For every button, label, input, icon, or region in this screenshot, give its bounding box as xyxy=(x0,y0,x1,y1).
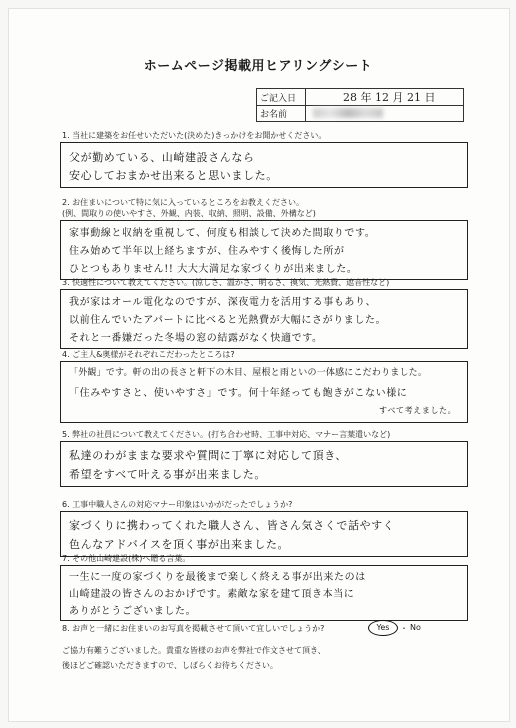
answer-line: ひとつもありません!! 大大大満足な家づくりが出来ました。 xyxy=(69,264,358,275)
answer-4-box xyxy=(60,361,468,423)
name-row xyxy=(257,105,463,121)
info-divider xyxy=(305,89,306,105)
sheet-title: ホームページ掲載用ヒアリングシート xyxy=(143,59,373,74)
answer-line: 私達のわがままな要求や質問に丁寧に対応して頂き、 xyxy=(69,449,347,462)
question-6-label: 6. 工事中職人さんの対応マナー印象はいかがだったでしょうか? xyxy=(62,500,293,509)
answer-5-box xyxy=(60,441,468,487)
answer-line: すべて考えました。 xyxy=(379,406,457,415)
answer-line: 父が勤めている、山崎建設さんなら xyxy=(69,151,255,164)
answer-line: 「住みやすさと、使いやすさ」です。何十年経っても飽きがこない様に xyxy=(69,388,408,399)
answer-line: 安心しておまかせ出来ると思いました。 xyxy=(69,169,278,182)
answer-line: 家事動線と収納を重視して、何度も相談して決めた間取りです。 xyxy=(69,228,376,239)
answer-line: 山崎建設の皆さんのおかげです。素敵な家を建て頂き本当に xyxy=(69,589,355,600)
yes-option[interactable]: Yes xyxy=(368,620,398,636)
answer-line: 色んなアドバイスを頂く事が出来ました。 xyxy=(69,538,290,551)
question-3-label: 3. 快適性について教えてください。(涼しさ、温かさ、明るさ、換気、光熱費、遮音性など) xyxy=(62,278,390,287)
answer-1-box xyxy=(60,142,468,188)
date-row xyxy=(257,89,463,106)
answer-line: 以前住んでいたアパートに比べると光熱費が大幅にさがりました。 xyxy=(69,315,387,326)
answer-line: 家づくりに携わってくれた職人さん、皆さん気さくで話やすく xyxy=(69,519,395,532)
answer-line: 希望をすべて叶える事が出来ました。 xyxy=(69,468,266,481)
question-7-label: 7. その他山崎建設(株)へ贈る言葉。 xyxy=(62,554,191,563)
info-box xyxy=(256,88,464,122)
footer-line: ご協力有難うございました。貴重な皆様のお声を弊社で作文させて頂き、 xyxy=(62,646,326,655)
footer-line: 後ほどご確認いただきますので、しばらくお待ちください。 xyxy=(62,661,278,670)
answer-7-box xyxy=(60,565,468,621)
answer-6-box xyxy=(60,511,468,557)
question-5-label: 5. 弊社の社員について教えてください。(打ち合わせ時、工事中対応、マナー言葉遣いなど) xyxy=(62,430,391,439)
no-option[interactable]: No xyxy=(410,623,421,632)
question-2-label: 2. お住まいについて特に気に入っているところをお教えください。 xyxy=(62,198,305,207)
question-8-label: 8. お声と一緒にお住まいのお写真を掲載させて頂いて宜しいでしょうか? xyxy=(62,624,325,633)
name-label: お名前 xyxy=(260,110,288,120)
option-separator: ・ xyxy=(400,624,408,633)
answer-line: 一生に一度の家づくりを最後まで楽しく終える事が出来たのは xyxy=(69,572,366,583)
answer-line: 「外観」です。軒の出の長さと軒下の木目、屋根と雨といの一体感にこだわりました。 xyxy=(69,368,428,378)
question-4-label: 4. ご主人&奥様がそれぞれこだわったところは? xyxy=(62,350,235,359)
redacted-name xyxy=(313,108,383,118)
answer-2-box xyxy=(60,220,468,280)
answer-line: ありがとうございました。 xyxy=(69,606,197,617)
info-divider xyxy=(305,105,306,121)
answer-3-box xyxy=(60,289,468,349)
answer-line: それと一番嫌だった冬場の窓の結露がなく快適です。 xyxy=(69,333,323,344)
question-2-sub: (例、間取りの使いやすさ、外観、内装、収納、照明、設備、外構など) xyxy=(62,209,316,218)
date-label: ご記入日 xyxy=(260,94,297,104)
answer-line: 住み始めて半年以上経ちますが、住みやすく後悔した所が xyxy=(69,246,345,257)
question-1-label: 1. 当社に建築をお任せいただいた(決めた)きっかけをお聞かせください。 xyxy=(62,131,327,140)
answer-line: 我が家はオール電化なのですが、深夜電力を活用する事もあり、 xyxy=(69,297,377,308)
date-value: 28 年 12 月 21 日 xyxy=(343,91,436,104)
